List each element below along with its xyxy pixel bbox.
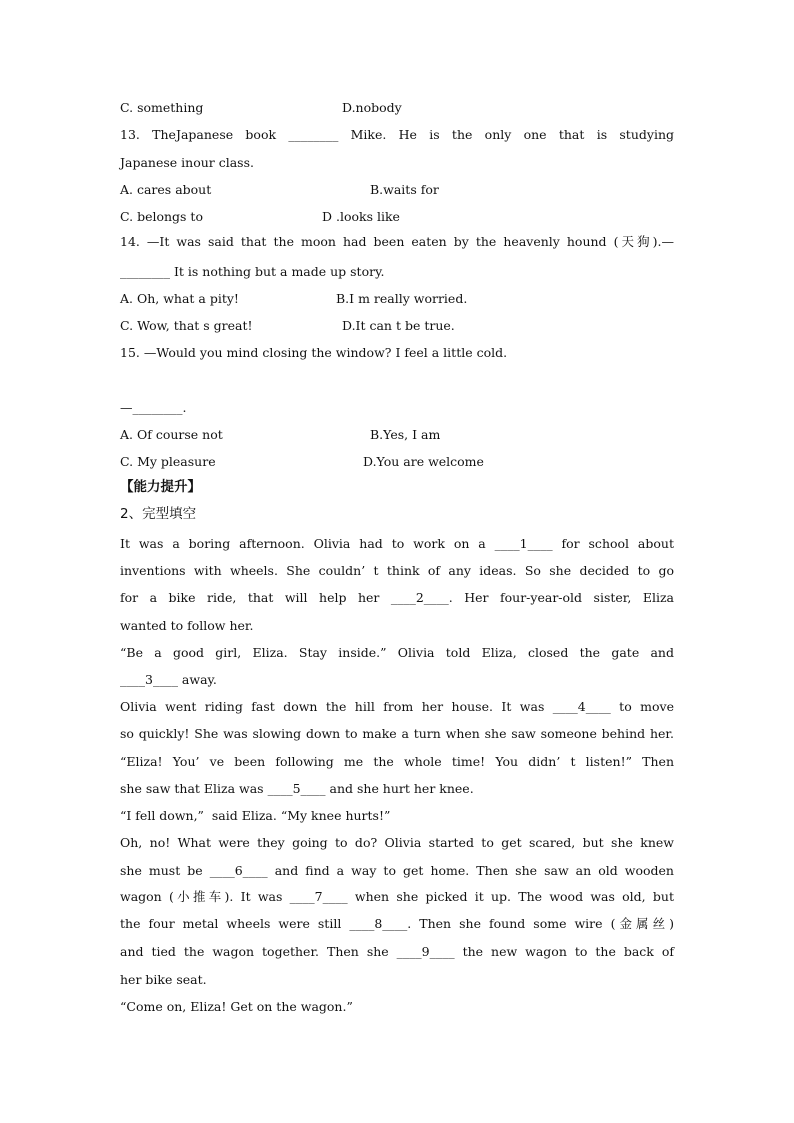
passage-line: and tied the wagon together. Then she ____9____ the new wagon to the back of [120,944,674,959]
passage-line: “Eliza! You’ ve been following me the whole time! You didn’ t listen!” Then [120,754,674,769]
passage-line: so quickly! She was slowing down to make a turn when she saw someone behind her. [120,726,674,741]
passage-line: wanted to follow her. [120,618,254,633]
q13-option-b: B.waits for [370,182,439,197]
passage-line: inventions with wheels. She couldn’ t think of any ideas. So she decided to go [120,563,674,578]
section-subheading: 2、完型填空 [120,506,197,522]
passage-line: “Come on, Eliza! Get on the wagon.” [120,999,353,1014]
passage-line: her bike seat. [120,972,207,987]
passage-line: the four metal wheels were still ____8____. Then she found some wire (金属丝) [120,916,674,931]
q13-option-c: C. belongs to [120,209,203,224]
q14-stem-line1: 14. —It was said that the moon had been eaten by the heavenly hound (天狗).— [120,234,674,249]
q12-option-c: C. something [120,100,204,115]
passage-line: she saw that Eliza was ____5____ and she hurt her knee. [120,781,474,796]
section-heading: 【能力提升】 [120,479,201,495]
q15-option-a: A. Of course not [120,427,223,442]
passage-line: Olivia went riding fast down the hill from her house. It was ____4____ to move [120,699,674,714]
q15-option-d: D.You are welcome [363,454,484,469]
passage-line: Oh, no! What were they going to do? Olivia started to get scared, but she knew [120,835,674,850]
passage-line: It was a boring afternoon. Olivia had to work on a ____1____ for school about [120,536,674,551]
q13-option-a: A. cares about [120,182,212,197]
q13-stem-line2: Japanese inour class. [120,155,254,170]
q15-option-c: C. My pleasure [120,454,216,469]
passage-line: “Be a good girl, Eliza. Stay inside.” Olivia told Eliza, closed the gate and [120,645,674,660]
q13-stem-line1: 13. TheJapanese book ________ Mike. He is the only one that is studying [120,127,674,142]
q14-option-c: C. Wow, that s great! [120,318,253,333]
q14-option-a: A. Oh, what a pity! [120,291,239,306]
passage-line: wagon (小推车). It was ____7____ when she picked it up. The wood was old, but [120,889,674,904]
passage-line: ____3____ away. [120,672,217,687]
q14-option-b: B.I m really worried. [336,291,468,306]
passage-line: for a bike ride, that will help her ____2____. Her four-year-old sister, Eliza [120,590,674,605]
q15-stem-line1: 15. —Would you mind closing the window? I feel a little cold. [120,345,508,360]
q12-option-d: D.nobody [342,100,402,115]
passage-line: she must be ____6____ and find a way to get home. Then she saw an old wooden [120,863,674,878]
q13-option-d: D .looks like [322,209,400,224]
q15-option-b: B.Yes, I am [370,427,441,442]
q14-stem-line2: ________ It is nothing but a made up story. [120,264,385,279]
q15-answer-line: —________. [120,400,187,415]
passage-line: “I fell down,” said Eliza. “My knee hurts!” [120,808,391,823]
q14-option-d: D.It can t be true. [342,318,455,333]
